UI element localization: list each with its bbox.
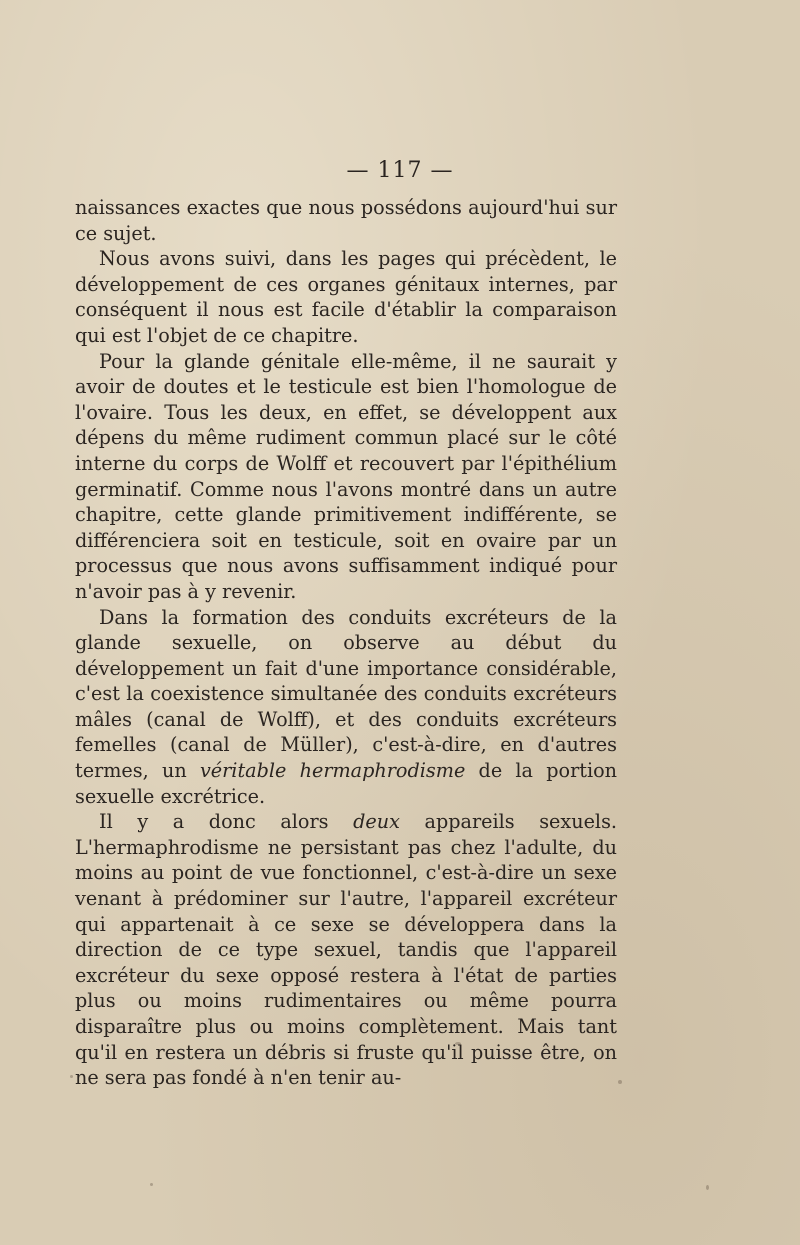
paragraph xyxy=(75,246,617,348)
paper-speck xyxy=(618,1080,622,1084)
paragraph xyxy=(75,809,617,1091)
text-run: Pour la glande génitale elle-même, il ne saurait y avoir de doutes et le testicule est bien l'homologue de l'ovaire. Tous les deux, en effet, se développent aux dépens du même rudiment commun placé sur le côté interne du corps de Wolff et recouvert par l'épithélium germinatif. Comme nous l'avons montré dans un autre chapitre, cette glande primitivement indifférente, se différenciera soit en testicule, soit en ovaire par un processus que nous avons suffisamment indiqué pour n'avoir pas à y revenir. xyxy=(75,349,617,603)
text-run: Nous avons suivi, dans les pages qui précèdent, le développement de ces organes génitaux internes, par conséquent il nous est facile d'établir la comparaison qui est l'objet de ce chapitre. xyxy=(75,247,617,347)
paper-speck xyxy=(706,1185,709,1190)
text-run: naissances exactes que nous possédons aujourd'hui sur ce sujet. xyxy=(75,196,617,245)
paper-speck xyxy=(150,1183,153,1186)
text-run: de la portion sexuelle excrétrice. xyxy=(75,759,618,808)
italic-text: deux xyxy=(353,810,400,834)
body-text xyxy=(75,195,617,1091)
paper-speck xyxy=(455,1042,461,1045)
paragraph xyxy=(75,349,617,605)
paper-speck xyxy=(70,1075,73,1078)
paragraph xyxy=(75,195,617,246)
text-run: Dans la formation des conduits excréteurs de la glande sexuelle, on observe au début du développement un fait d'une importance considérable, c'est la coexistence simultanée des conduits excréteurs mâles (canal de Wolff), et des conduits excréteurs femelles (canal de Müller), c'est-à-dire, en d'autres termes, un xyxy=(75,605,617,783)
page-number: — 117 — xyxy=(346,158,454,183)
italic-text: véritable hermaphrodisme xyxy=(199,759,466,783)
text-run: Il y a donc alors xyxy=(99,810,354,834)
paragraph xyxy=(75,605,617,810)
text-run: appareils sexuels. L'hermaphrodisme ne persistant pas chez l'adulte, du moins au point de vue fonctionnel, c'est-à-dire un sexe venant à prédominer sur l'autre, l'appareil excréteur qui appartenait à ce sexe se développera dans la direction de ce type sexuel, tandis que l'appareil excréteur du sexe opposé restera à l'état de parties plus ou moins rudimentaires ou même pourra disparaître plus ou moins complètement. Mais tant qu'il en restera un débris si fruste qu'il puisse être, on ne sera pas fondé à n'en tenir au- xyxy=(75,810,618,1090)
